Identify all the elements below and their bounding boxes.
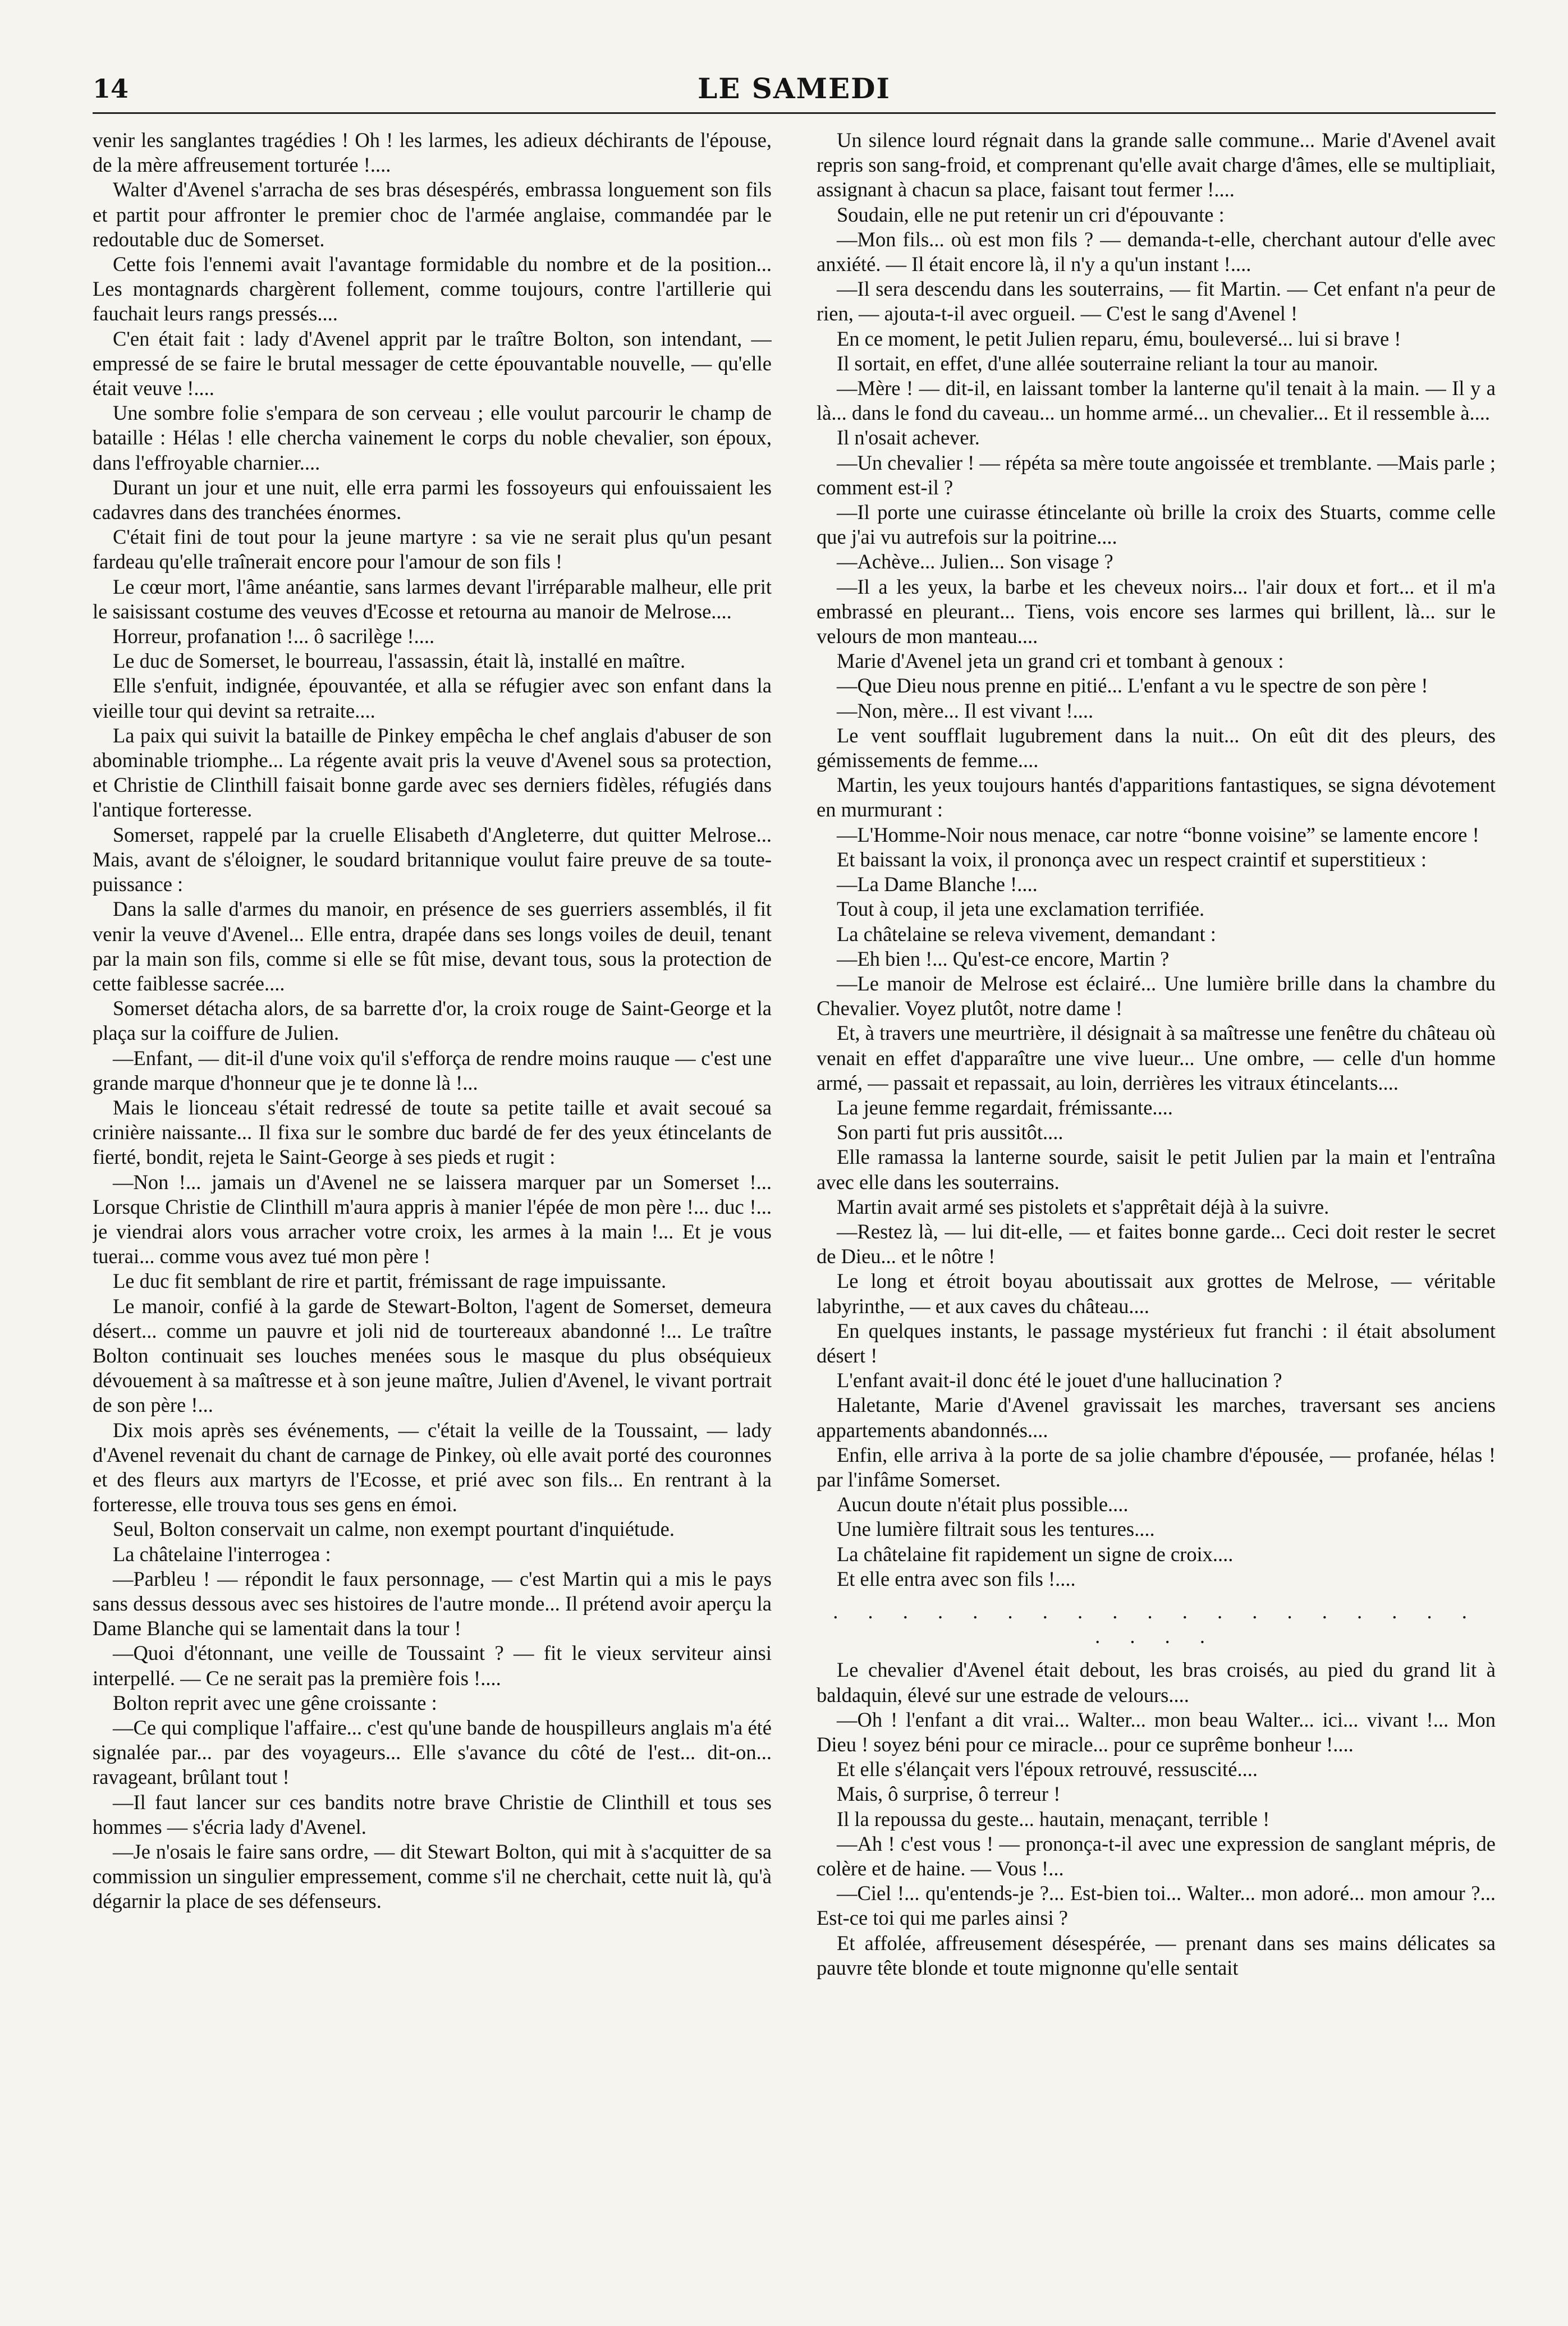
right-column bbox=[817, 128, 1496, 2288]
paragraph: —Il a les yeux, la barbe et les cheveux noirs... l'air doux et fort... et il m'a embrassé en pleurant... Tiens, vois encore ses larmes qui brillent, là... sur le velours de mon manteau.... bbox=[817, 575, 1496, 648]
paragraph: En quelques instants, le passage mystérieux fut franchi : il était absolument désert ! bbox=[817, 1319, 1496, 1367]
paragraph: Bolton reprit avec une gêne croissante : bbox=[113, 1691, 437, 1714]
paragraph: Somerset détacha alors, de sa barrette d'or, la croix rouge de Saint-George et la plaça sur la coiffure de Julien. bbox=[93, 997, 772, 1045]
paragraph: Durant un jour et une nuit, elle erra parmi les fossoyeurs qui enfouissaient les cadavres dans des tranchées énormes. bbox=[93, 475, 772, 524]
paragraph: venir les sanglantes tragédies ! Oh ! les larmes, les adieux déchirants de l'épouse, de la mère affreusement torturée !.... bbox=[93, 129, 772, 177]
paragraph: Haletante, Marie d'Avenel gravissait les marches, traversant ses anciens appartements abandonnés.... bbox=[817, 1393, 1496, 1442]
paragraph: Tout à coup, il jeta une exclamation terrifiée. bbox=[837, 897, 1205, 921]
paragraph: —Le manoir de Melrose est éclairé... Une lumière brille dans la chambre du Chevalier. Voyez plutôt, notre dame ! bbox=[817, 971, 1496, 1020]
paragraph: —Non, mère... Il est vivant !.... bbox=[837, 699, 1094, 722]
paragraph: Une lumière filtrait sous les tentures.... bbox=[837, 1517, 1155, 1541]
paragraph: Enfin, elle arriva à la porte de sa jolie chambre d'épousée, — profanée, hélas ! par l'infâme Somerset. bbox=[817, 1443, 1496, 1491]
paragraph: Et baissant la voix, il prononça avec un respect craintif et superstitieux : bbox=[837, 847, 1427, 871]
paragraph: La châtelaine fit rapidement un signe de croix.... bbox=[837, 1542, 1234, 1566]
paragraph: —Un chevalier ! — répéta sa mère toute angoissée et tremblante. —Mais parle ; comment est-il ? bbox=[817, 451, 1496, 499]
paragraph: —Mère ! — dit-il, en laissant tomber la lanterne qu'il tenait à la main. — Il y a là... dans le fond du caveau... un homme armé... un chevalier... Et il ressemble à.... bbox=[817, 377, 1496, 425]
paragraph: —Que Dieu nous prenne en pitié... L'enfant a vu le spectre de son père ! bbox=[837, 674, 1428, 698]
paragraph: Dix mois après ses événements, — c'était la veille de la Toussaint, — lady d'Avenel revenait du chant de carnage de Pinkey, où elle avait porté des couronnes et des fleurs aux martyrs de l'Ecosse, et prié avec son fils... En rentrant à la forteresse, elle trouva tous ses gens en émoi. bbox=[93, 1418, 772, 1516]
paragraph: —Il sera descendu dans les souterrains, — fit Martin. — Cet enfant n'a peur de rien, — ajouta-t-il avec orgueil. — C'est le sang d'Avenel ! bbox=[817, 277, 1496, 325]
paragraph: Il n'osait achever. bbox=[837, 426, 980, 449]
paragraph: Mais, ô surprise, ô terreur ! bbox=[837, 1782, 1061, 1806]
paragraph: —L'Homme-Noir nous menace, car notre “bonne voisine” se lamente encore ! bbox=[837, 823, 1479, 846]
paragraph: —Non !... jamais un d'Avenel ne se laissera marquer par un Somerset !... Lorsque Christie de Clinthill m'aura appris à manier l'épée de mon père !... duc !... je viendrai alors vous arracher votre croix, les armes à la main !... Et je vous tuerai... comme vous avez tué mon père ! bbox=[93, 1170, 772, 1268]
paragraph: Le chevalier d'Avenel était debout, les bras croisés, au pied du grand lit à baldaquin, élevé sur une estrade de velours.... bbox=[817, 1658, 1496, 1706]
paragraph: Le vent soufflait lugubrement dans la nuit... On eût dit des pleurs, des gémissements de femme.... bbox=[817, 723, 1496, 772]
paragraph: Marie d'Avenel jeta un grand cri et tombant à genoux : bbox=[837, 649, 1284, 673]
paragraph: Le cœur mort, l'âme anéantie, sans larmes devant l'irréparable malheur, elle prit le saisissant costume des veuves d'Ecosse et retourna au manoir de Melrose.... bbox=[93, 575, 772, 623]
paragraph: —Parbleu ! — répondit le faux personnage, — c'est Martin qui a mis le pays sans dessus dessous avec ses histoires de l'autre monde... Il prétend avoir aperçu la Dame Blanche qui se lamentait dans la tour ! bbox=[93, 1567, 772, 1640]
text-columns bbox=[93, 128, 1496, 2288]
paragraph: —Achève... Julien... Son visage ? bbox=[837, 550, 1113, 574]
paragraph: —Mon fils... où est mon fils ? — demanda-t-elle, cherchant autour d'elle avec anxiété. — Il était encore là, il n'y a qu'un instant !.... bbox=[817, 227, 1496, 276]
paragraph: Somerset, rappelé par la cruelle Elisabeth d'Angleterre, dut quitter Melrose... Mais, avant de s'éloigner, le soudard britannique voulut faire preuve de sa toute-puissance : bbox=[93, 823, 772, 896]
paragraph: Aucun doute n'était plus possible.... bbox=[837, 1493, 1129, 1516]
paragraph: C'était fini de tout pour la jeune martyre : sa vie ne serait plus qu'un pesant fardeau qu'elle traînerait encore pour l'amour de son fils ! bbox=[93, 525, 772, 574]
left-column bbox=[93, 128, 772, 2288]
paragraph: L'enfant avait-il donc été le jouet d'une hallucination ? bbox=[837, 1369, 1282, 1392]
paragraph: Walter d'Avenel s'arracha de ses bras désespérés, embrassa longuement son fils et partit pour affronter le premier choc de l'armée anglaise, commandée par le redoutable duc de Somerset. bbox=[93, 178, 772, 251]
paragraph: Le duc fit semblant de rire et partit, frémissant de rage impuissante. bbox=[113, 1269, 667, 1293]
paragraph: Elle s'enfuit, indignée, épouvantée, et alla se réfugier avec son enfant dans la vieille tour qui devint sa retraite.... bbox=[93, 674, 772, 722]
paragraph: —Restez là, — lui dit-elle, — et faites bonne garde... Ceci doit rester le secret de Dieu... et le nôtre ! bbox=[817, 1219, 1496, 1268]
paragraph: Et elle entra avec son fils !.... bbox=[837, 1567, 1076, 1590]
paragraph: Et affolée, affreusement désespérée, — prenant dans ses mains délicates sa pauvre tête blonde et toute mignonne qu'elle sentait bbox=[817, 1931, 1496, 1979]
paragraph: —Oh ! l'enfant a dit vrai... Walter... mon beau Walter... ici... vivant !... Mon Dieu ! soyez béni pour ce miracle... pour ce suprême bonheur !.... bbox=[817, 1708, 1496, 1756]
newspaper-page bbox=[93, 72, 1496, 2294]
paragraph: —Ah ! c'est vous ! — prononça-t-il avec une expression de sanglant mépris, de colère et de haine. — Vous !... bbox=[817, 1832, 1496, 1880]
paragraph: Son parti fut pris aussitôt.... bbox=[837, 1121, 1063, 1144]
paragraph: . . . . . . . . . . . . . . . . . . . . . . . bbox=[833, 1599, 1479, 1648]
page-number: 14 bbox=[93, 74, 129, 104]
paragraph: —Quoi d'étonnant, une veille de Toussaint ? — fit le vieux serviteur ainsi interpellé. — Ce ne serait pas la première fois !.... bbox=[93, 1641, 772, 1690]
paragraph: —Je n'osais le faire sans ordre, — dit Stewart Bolton, qui mit à s'acquitter de sa commission un singulier empressement, comme s'il ne cherchait, cette nuit là, qu'à dégarnir la place de ses défenseurs. bbox=[93, 1840, 772, 1913]
paragraph: Horreur, profanation !... ô sacrilège !.... bbox=[113, 625, 435, 648]
paragraph: Seul, Bolton conservait un calme, non exempt pourtant d'inquiétude. bbox=[113, 1517, 675, 1541]
paragraph: Et, à travers une meurtrière, il désignait à sa maîtresse une fenêtre du château où venait en effet d'apparaître une vive lueur... Une ombre, — celle d'un homme armé, — passait et repassait, au loin, derrières les vitraux étincelants.... bbox=[817, 1021, 1496, 1094]
paragraph: Dans la salle d'armes du manoir, en présence de ses guerriers assemblés, il fit venir la veuve d'Avenel... Elle entra, drapée dans ses longs voiles de deuil, tenant par la main son fils, comme si elle se fût mise, devant tous, sous la protection de cette faiblesse sacrée.... bbox=[93, 897, 772, 995]
paragraph: La châtelaine se releva vivement, demandant : bbox=[837, 922, 1216, 946]
paragraph: La châtelaine l'interrogea : bbox=[113, 1542, 331, 1566]
paragraph: Et elle s'élançait vers l'époux retrouvé, ressuscité.... bbox=[837, 1758, 1258, 1781]
paragraph: Martin avait armé ses pistolets et s'apprêtait déjà à la suivre. bbox=[837, 1195, 1329, 1218]
paragraph: Un silence lourd régnait dans la grande salle commune... Marie d'Avenel avait repris son sang-froid, et comprenant qu'elle avait charge d'âmes, elle se multipliait, assignant à chacun sa place, faisant tout fermer !.... bbox=[817, 129, 1496, 201]
paragraph: C'en était fait : lady d'Avenel apprit par le traître Bolton, son intendant, — empressé de se faire le brutal messager de cette épouvantable nouvelle, — qu'elle était veuve !.... bbox=[93, 327, 772, 400]
page-header bbox=[93, 72, 1496, 114]
paragraph: —Eh bien !... Qu'est-ce encore, Martin ? bbox=[837, 947, 1170, 970]
journal-title: LE SAMEDI bbox=[698, 72, 891, 105]
paragraph: Elle ramassa la lanterne sourde, saisit le petit Julien par la main et l'entraîna avec elle dans les souterrains. bbox=[817, 1145, 1496, 1194]
paragraph: La paix qui suivit la bataille de Pinkey empêcha le chef anglais d'abuser de son abominable triomphe... La régente avait pris la veuve d'Avenel sous sa protection, et Christie de Clinthill faisait bonne garde avec ses derniers fidèles, réfugiés dans l'antique forteresse. bbox=[93, 723, 772, 822]
paragraph: Le manoir, confié à la garde de Stewart-Bolton, l'agent de Somerset, demeura désert... comme un pauvre et joli nid de tourtereaux abandonné !... Le traître Bolton continuait ses louches menées sous le masque du plus obséquieux dévouement à sa maîtresse et à son jeune maître, Julien d'Avenel, le vivant portrait de son père !... bbox=[93, 1294, 772, 1417]
paragraph: —Il faut lancer sur ces bandits notre brave Christie de Clinthill et tous ses hommes — s'écria lady d'Avenel. bbox=[93, 1790, 772, 1838]
paragraph: Il la repoussa du geste... hautain, menaçant, terrible ! bbox=[837, 1807, 1270, 1830]
paragraph: Il sortait, en effet, d'une allée souterraine reliant la tour au manoir. bbox=[837, 351, 1378, 375]
paragraph: Le long et étroit boyau aboutissait aux grottes de Melrose, — véritable labyrinthe, — et aux caves du château.... bbox=[817, 1269, 1496, 1318]
paragraph: En ce moment, le petit Julien reparu, ému, bouleversé... lui si brave ! bbox=[837, 327, 1401, 350]
paragraph: Soudain, elle ne put retenir un cri d'épouvante : bbox=[837, 203, 1225, 226]
paragraph: —Il porte une cuirasse étincelante où brille la croix des Stuarts, comme celle que j'ai vu autrefois sur la poitrine.... bbox=[817, 501, 1496, 549]
paragraph: La jeune femme regardait, frémissante.... bbox=[837, 1095, 1173, 1119]
paragraph: Une sombre folie s'empara de son cerveau ; elle voulut parcourir le champ de bataille : Hélas ! elle chercha vainement le corps du noble chevalier, son époux, dans l'effroyable charnier.... bbox=[93, 401, 772, 474]
paragraph: —Ce qui complique l'affaire... c'est qu'une bande de houspilleurs anglais m'a été signalée par... par des voyageurs... Elle s'avance du côté de l'est... dit-on... ravageant, brûlant tout ! bbox=[93, 1716, 772, 1789]
paragraph: Cette fois l'ennemi avait l'avantage formidable du nombre et de la position... Les montagnards chargèrent follement, comme toujours, contre l'artillerie qui fauchait leurs rangs pressés.... bbox=[93, 253, 772, 325]
paragraph: —Enfant, — dit-il d'une voix qu'il s'efforça de rendre moins rauque — c'est une grande marque d'honneur que je te donne là !... bbox=[93, 1046, 772, 1094]
paragraph: —Ciel !... qu'entends-je ?... Est-bien toi... Walter... mon adoré... mon amour ?... Est-ce toi qui me parles ainsi ? bbox=[817, 1882, 1496, 1930]
paragraph: Mais le lionceau s'était redressé de toute sa petite taille et avait secoué sa crinière naissante... Il fixa sur le sombre duc bardé de fer des yeux étincelants de fierté, bondit, rejeta le Saint-George à ses pieds et rugit : bbox=[93, 1095, 772, 1169]
paragraph: —La Dame Blanche !.... bbox=[837, 873, 1038, 896]
paragraph: Martin, les yeux toujours hantés d'apparitions fantastiques, se signa dévotement en murmurant : bbox=[817, 773, 1496, 822]
paragraph: Le duc de Somerset, le bourreau, l'assassin, était là, installé en maître. bbox=[113, 649, 686, 673]
